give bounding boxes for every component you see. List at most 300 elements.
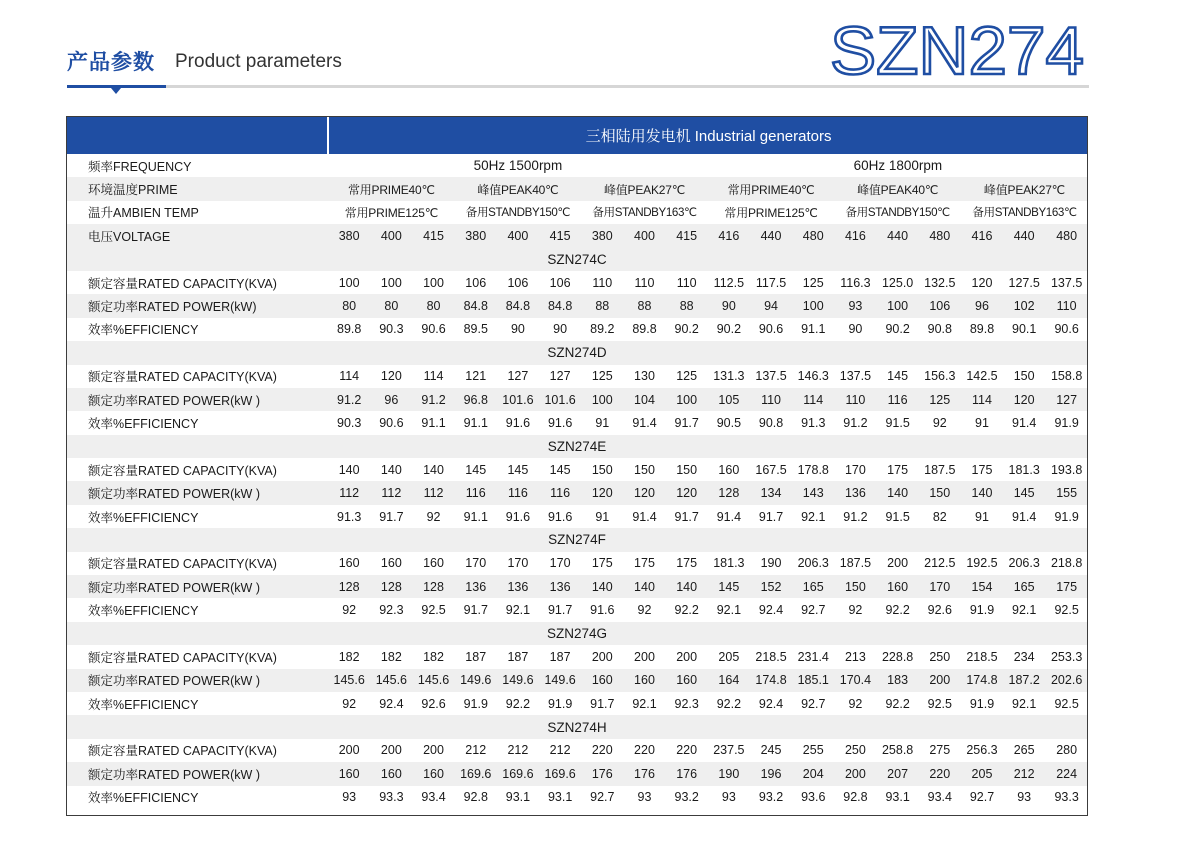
value-cell: 175	[591, 556, 613, 571]
value-cell: 89.5	[463, 322, 488, 337]
value-cell: 150	[834, 575, 876, 598]
row-label: 效率%EFFICIENCY	[88, 416, 199, 431]
value-cell: 112.5	[713, 275, 745, 290]
value-cell: 200	[338, 743, 360, 758]
value-cell: 92	[426, 509, 441, 524]
value-cell: 170	[919, 575, 961, 598]
value-cell: 92.2	[716, 696, 742, 711]
value-cell: 200	[887, 556, 909, 571]
value-cell: 136	[497, 575, 539, 598]
value-cell: 178.8	[797, 462, 829, 477]
value-cell: 92.1	[716, 603, 742, 618]
header-pointer-icon	[111, 88, 121, 94]
value-cell: 218.8	[1050, 556, 1083, 571]
value-cell: 100	[423, 275, 444, 290]
data-row	[66, 411, 1088, 434]
value-cell: 116	[539, 481, 581, 504]
value-cell: 80	[412, 294, 454, 317]
value-cell: 158.8	[1050, 369, 1083, 384]
value-cell: 88	[666, 294, 708, 317]
section-title-en: Product parameters	[175, 51, 342, 72]
value-cell: 160	[581, 669, 623, 692]
voltage-cell: 480	[792, 224, 834, 247]
value-cell: 90.8	[927, 322, 952, 337]
value-cell: 127	[1045, 388, 1088, 411]
value-cell: 91.1	[801, 322, 826, 337]
voltage-cell: 415	[539, 224, 581, 247]
value-cell: 92.5	[1054, 603, 1079, 618]
value-cell: 120	[666, 481, 708, 504]
value-cell: 92.1	[801, 509, 826, 524]
value-cell: 237.5	[713, 743, 745, 758]
value-cell: 105	[708, 388, 750, 411]
value-cell: 140	[666, 575, 708, 598]
value-cell: 206.3	[797, 556, 829, 571]
value-cell: 92.4	[379, 696, 404, 711]
value-cell: 174.8	[750, 669, 792, 692]
value-cell: 175	[1045, 575, 1088, 598]
value-cell: 170	[507, 556, 529, 571]
value-cell: 140	[581, 575, 623, 598]
value-cell: 104	[623, 388, 665, 411]
value-cell: 120	[1003, 388, 1045, 411]
value-cell: 206.3	[1008, 556, 1040, 571]
value-cell: 150	[919, 481, 961, 504]
value-cell: 90	[553, 322, 568, 337]
row-label: 效率%EFFICIENCY	[88, 791, 199, 806]
value-cell: 91.9	[1054, 415, 1079, 430]
value-cell: 255	[802, 743, 824, 758]
value-cell: 165	[1003, 575, 1045, 598]
value-cell: 224	[1045, 762, 1088, 785]
voltage-cell: 416	[961, 224, 1003, 247]
value-cell: 145.6	[412, 669, 454, 692]
value-cell: 91.7	[674, 415, 699, 430]
value-cell: 92.6	[421, 696, 446, 711]
data-row	[66, 552, 1088, 575]
table-banner-row	[66, 116, 1088, 154]
value-cell: 91.1	[463, 415, 488, 430]
value-cell: 100	[338, 275, 360, 290]
data-row	[66, 505, 1088, 528]
value-cell: 112	[370, 481, 412, 504]
prime-cell: 峰值PEAK40℃	[455, 177, 582, 200]
value-cell: 93	[342, 790, 357, 805]
value-cell: 116	[877, 388, 919, 411]
value-cell: 253.3	[1050, 649, 1083, 664]
value-cell: 91.4	[632, 509, 657, 524]
value-cell: 205	[961, 762, 1003, 785]
value-cell: 120	[380, 369, 402, 384]
value-cell: 250	[844, 743, 866, 758]
value-cell: 92.2	[674, 603, 699, 618]
value-cell: 169.6	[539, 762, 581, 785]
row-label: 电压VOLTAGE	[66, 224, 328, 247]
row-label: 额定功率RATED POWER(kW )	[66, 388, 328, 411]
value-cell: 92	[932, 415, 947, 430]
value-cell: 169.6	[497, 762, 539, 785]
value-cell: 101.6	[497, 388, 539, 411]
value-cell: 93	[637, 790, 652, 805]
value-cell: 160	[380, 556, 402, 571]
value-cell: 93.1	[885, 790, 910, 805]
model-name: SZN274C	[66, 248, 1088, 271]
value-cell: 93.2	[758, 790, 784, 805]
value-cell: 149.6	[455, 669, 497, 692]
value-cell: 116	[497, 481, 539, 504]
value-cell: 91.1	[463, 509, 488, 524]
value-cell: 90.6	[758, 322, 784, 337]
voltage-cell: 416	[708, 224, 750, 247]
temp-cell: 备用STANDBY163℃	[972, 206, 1077, 220]
row-label: 额定容量RATED CAPACITY(KVA)	[88, 276, 277, 291]
value-cell: 212.5	[924, 556, 956, 571]
prime-cell: 峰值PEAK27℃	[961, 177, 1088, 200]
value-cell: 92	[848, 696, 863, 711]
value-cell: 92.1	[505, 603, 531, 618]
value-cell: 250	[929, 649, 951, 664]
model-header-row	[66, 341, 1088, 364]
value-cell: 92	[342, 696, 357, 711]
value-cell: 175	[887, 462, 909, 477]
value-cell: 193.8	[1050, 462, 1083, 477]
temp-cell: 备用STANDBY163℃	[592, 206, 697, 220]
frequency-cell: 50Hz 1500rpm	[473, 158, 563, 174]
value-cell: 175	[634, 556, 655, 571]
value-cell: 100	[666, 388, 708, 411]
value-cell: 142.5	[966, 369, 998, 384]
data-row	[66, 598, 1088, 621]
value-cell: 175	[971, 462, 993, 477]
temp-cell: 常用PRIME125℃	[344, 205, 439, 220]
value-cell: 231.4	[797, 649, 829, 664]
value-cell: 150	[1013, 369, 1035, 384]
value-cell: 89.8	[632, 322, 657, 337]
value-cell: 92.2	[885, 696, 910, 711]
model-name: SZN274G	[66, 622, 1088, 645]
model-header-row	[66, 528, 1088, 551]
voltage-cell: 400	[370, 224, 412, 247]
temp-cell: 备用STANDBY150℃	[465, 206, 571, 220]
value-cell: 88	[623, 294, 665, 317]
value-cell: 136	[455, 575, 497, 598]
data-row	[66, 645, 1088, 668]
value-cell: 90.6	[1054, 322, 1079, 337]
prime-cell: 峰值PEAK27℃	[581, 177, 708, 200]
value-cell: 176	[581, 762, 623, 785]
value-cell: 280	[1056, 743, 1078, 758]
row-label: 频率FREQUENCY	[88, 159, 192, 174]
value-cell: 218.5	[755, 649, 787, 664]
value-cell: 91.7	[463, 603, 488, 618]
value-cell: 80	[328, 294, 370, 317]
frequency-row	[66, 154, 1088, 177]
voltage-cell: 440	[877, 224, 919, 247]
value-cell: 187.5	[839, 556, 872, 571]
value-cell: 164	[708, 669, 750, 692]
value-cell: 234	[1013, 649, 1035, 664]
model-name: SZN274H	[66, 715, 1088, 738]
data-row	[66, 692, 1088, 715]
value-cell: 89.2	[590, 322, 615, 337]
value-cell: 213	[844, 649, 866, 664]
prime-cell: 常用PRIME40℃	[328, 177, 455, 200]
data-row	[66, 318, 1088, 341]
value-cell: 120	[971, 275, 993, 290]
value-cell: 89.8	[969, 322, 995, 337]
value-cell: 127	[549, 369, 571, 384]
value-cell: 92.4	[758, 696, 784, 711]
banner-title: 三相陆用发电机 Industrial generators	[328, 116, 1088, 154]
value-cell: 92.1	[1012, 603, 1037, 618]
value-cell: 92.5	[927, 696, 952, 711]
value-cell: 91.9	[969, 603, 995, 618]
value-cell: 145.6	[370, 669, 412, 692]
model-name: SZN274E	[66, 435, 1088, 458]
value-cell: 265	[1013, 743, 1035, 758]
value-cell: 96.8	[455, 388, 497, 411]
value-cell: 91.7	[590, 696, 615, 711]
value-cell: 100	[581, 388, 623, 411]
value-cell: 167.5	[755, 462, 787, 477]
value-cell: 91.6	[505, 509, 531, 524]
voltage-cell: 480	[919, 224, 961, 247]
value-cell: 90.2	[716, 322, 742, 337]
value-cell: 92	[342, 603, 357, 618]
value-cell: 187	[465, 649, 487, 664]
value-cell: 92.5	[1054, 696, 1079, 711]
value-cell: 190	[708, 762, 750, 785]
model-name: SZN274D	[66, 341, 1088, 364]
value-cell: 92.1	[632, 696, 657, 711]
value-cell: 140	[961, 481, 1003, 504]
voltage-cell: 440	[750, 224, 792, 247]
voltage-cell: 415	[412, 224, 454, 247]
value-cell: 91.7	[379, 509, 404, 524]
value-cell: 140	[380, 462, 402, 477]
value-cell: 91.4	[1012, 509, 1037, 524]
value-cell: 93	[1017, 790, 1032, 805]
value-cell: 200	[423, 743, 444, 758]
model-title-text: SZN274	[830, 13, 1084, 86]
value-cell: 92.7	[801, 696, 826, 711]
value-cell: 91.3	[801, 415, 826, 430]
value-cell: 92.7	[801, 603, 826, 618]
data-row	[66, 575, 1088, 598]
value-cell: 90	[510, 322, 525, 337]
value-cell: 120	[581, 481, 623, 504]
value-cell: 183	[877, 669, 919, 692]
value-cell: 220	[676, 743, 698, 758]
value-cell: 92.2	[885, 603, 910, 618]
value-cell: 160	[718, 462, 740, 477]
value-cell: 92.1	[1012, 696, 1037, 711]
value-cell: 90.6	[379, 415, 404, 430]
value-cell: 110	[750, 388, 792, 411]
frequency-cell: 60Hz 1800rpm	[853, 158, 943, 174]
value-cell: 93.2	[674, 790, 699, 805]
data-row	[66, 388, 1088, 411]
row-label: 额定容量RATED CAPACITY(KVA)	[88, 463, 277, 478]
prime-row	[66, 177, 1088, 200]
value-cell: 114	[423, 369, 444, 384]
value-cell: 112	[328, 481, 370, 504]
value-cell: 202.6	[1045, 669, 1088, 692]
value-cell: 134	[750, 481, 792, 504]
value-cell: 91	[975, 509, 989, 524]
voltage-cell: 480	[1045, 224, 1088, 247]
value-cell: 192.5	[966, 556, 998, 571]
voltage-cell: 400	[497, 224, 539, 247]
value-cell: 132.5	[924, 275, 956, 290]
value-cell: 90	[708, 294, 750, 317]
value-cell: 92.8	[463, 790, 488, 805]
value-cell: 145	[549, 462, 571, 477]
value-cell: 128	[708, 481, 750, 504]
value-cell: 143	[792, 481, 834, 504]
value-cell: 127	[507, 369, 529, 384]
value-cell: 136	[834, 481, 876, 504]
value-cell: 91.4	[1012, 415, 1037, 430]
value-cell: 91.1	[421, 415, 446, 430]
value-cell: 88	[581, 294, 623, 317]
value-cell: 92.2	[505, 696, 531, 711]
value-cell: 228.8	[881, 649, 914, 664]
value-cell: 220	[634, 743, 655, 758]
value-cell: 110	[676, 275, 697, 290]
value-cell: 155	[1045, 481, 1088, 504]
value-cell: 256.3	[966, 743, 998, 758]
value-cell: 200	[380, 743, 402, 758]
value-cell: 145	[708, 575, 750, 598]
model-header-row	[66, 622, 1088, 645]
value-cell: 93.3	[1054, 790, 1079, 805]
value-cell: 170	[465, 556, 487, 571]
value-cell: 106	[919, 294, 961, 317]
value-cell: 91.7	[547, 603, 573, 618]
value-cell: 137.5	[1050, 275, 1083, 290]
value-cell: 160	[412, 762, 454, 785]
value-cell: 120	[623, 481, 665, 504]
value-cell: 84.8	[497, 294, 539, 317]
value-cell: 207	[877, 762, 919, 785]
value-cell: 106	[549, 275, 571, 290]
value-cell: 92.7	[590, 790, 615, 805]
value-cell: 182	[423, 649, 444, 664]
value-cell: 91.6	[505, 415, 531, 430]
row-label: 额定功率RATED POWER(kW )	[66, 669, 328, 692]
value-cell: 80	[370, 294, 412, 317]
value-cell: 145	[465, 462, 487, 477]
value-cell: 140	[338, 462, 360, 477]
voltage-cell: 400	[623, 224, 665, 247]
value-cell: 212	[507, 743, 529, 758]
value-cell: 212	[1003, 762, 1045, 785]
value-cell: 275	[929, 743, 951, 758]
model-header-row	[66, 248, 1088, 271]
value-cell: 212	[549, 743, 571, 758]
value-cell: 136	[539, 575, 581, 598]
value-cell: 182	[338, 649, 360, 664]
value-cell: 93.4	[421, 790, 446, 805]
row-label: 效率%EFFICIENCY	[88, 323, 199, 338]
value-cell: 92.3	[379, 603, 404, 618]
value-cell: 160	[877, 575, 919, 598]
voltage-cell: 380	[328, 224, 370, 247]
row-label: 效率%EFFICIENCY	[88, 510, 199, 525]
row-label: 额定功率RATED POWER(kW)	[66, 294, 328, 317]
value-cell: 110	[592, 275, 613, 290]
value-cell: 89.8	[337, 322, 362, 337]
prime-cell: 峰值PEAK40℃	[834, 177, 961, 200]
value-cell: 91	[595, 509, 610, 524]
value-cell: 187	[507, 649, 529, 664]
temp-cell: 常用PRIME125℃	[724, 205, 818, 220]
value-cell: 91.5	[885, 509, 910, 524]
value-cell: 91.7	[674, 509, 699, 524]
value-cell: 160	[623, 669, 665, 692]
value-cell: 258.8	[881, 743, 914, 758]
parameters-table	[66, 116, 1088, 809]
value-cell: 145	[887, 369, 909, 384]
value-cell: 114	[339, 369, 360, 384]
value-cell: 91	[975, 415, 989, 430]
value-cell: 90.2	[885, 322, 910, 337]
value-cell: 91.4	[632, 415, 657, 430]
value-cell: 154	[961, 575, 1003, 598]
data-row	[66, 762, 1088, 785]
value-cell: 169.6	[455, 762, 497, 785]
value-cell: 150	[591, 462, 613, 477]
value-cell: 91	[595, 415, 610, 430]
row-label: 额定容量RATED CAPACITY(KVA)	[88, 650, 277, 665]
value-cell: 176	[666, 762, 708, 785]
value-cell: 176	[623, 762, 665, 785]
value-cell: 110	[634, 275, 655, 290]
value-cell: 90.5	[716, 415, 742, 430]
value-cell: 92.3	[674, 696, 699, 711]
temp-cell: 备用STANDBY150℃	[845, 206, 950, 220]
value-cell: 130	[634, 369, 655, 384]
value-cell: 200	[634, 649, 655, 664]
value-cell: 91.9	[547, 696, 573, 711]
value-cell: 114	[961, 388, 1003, 411]
data-row	[66, 271, 1088, 294]
value-cell: 200	[834, 762, 876, 785]
value-cell: 149.6	[539, 669, 581, 692]
value-cell: 140	[623, 575, 665, 598]
data-row	[66, 365, 1088, 388]
value-cell: 190	[760, 556, 782, 571]
value-cell: 160	[666, 669, 708, 692]
value-cell: 91.9	[1054, 509, 1079, 524]
value-cell: 91.2	[328, 388, 370, 411]
value-cell: 93	[721, 790, 736, 805]
value-cell: 125	[591, 369, 613, 384]
value-cell: 102	[1003, 294, 1045, 317]
value-cell: 181.3	[713, 556, 745, 571]
row-label: 额定功率RATED POWER(kW )	[66, 575, 328, 598]
value-cell: 92	[848, 603, 863, 618]
value-cell: 92.4	[758, 603, 784, 618]
data-row	[66, 481, 1088, 504]
value-cell: 128	[370, 575, 412, 598]
value-cell: 137.5	[839, 369, 872, 384]
row-label: 温升AMBIEN TEMP	[88, 206, 199, 221]
value-cell: 100	[792, 294, 834, 317]
value-cell: 160	[370, 762, 412, 785]
value-cell: 112	[412, 481, 454, 504]
